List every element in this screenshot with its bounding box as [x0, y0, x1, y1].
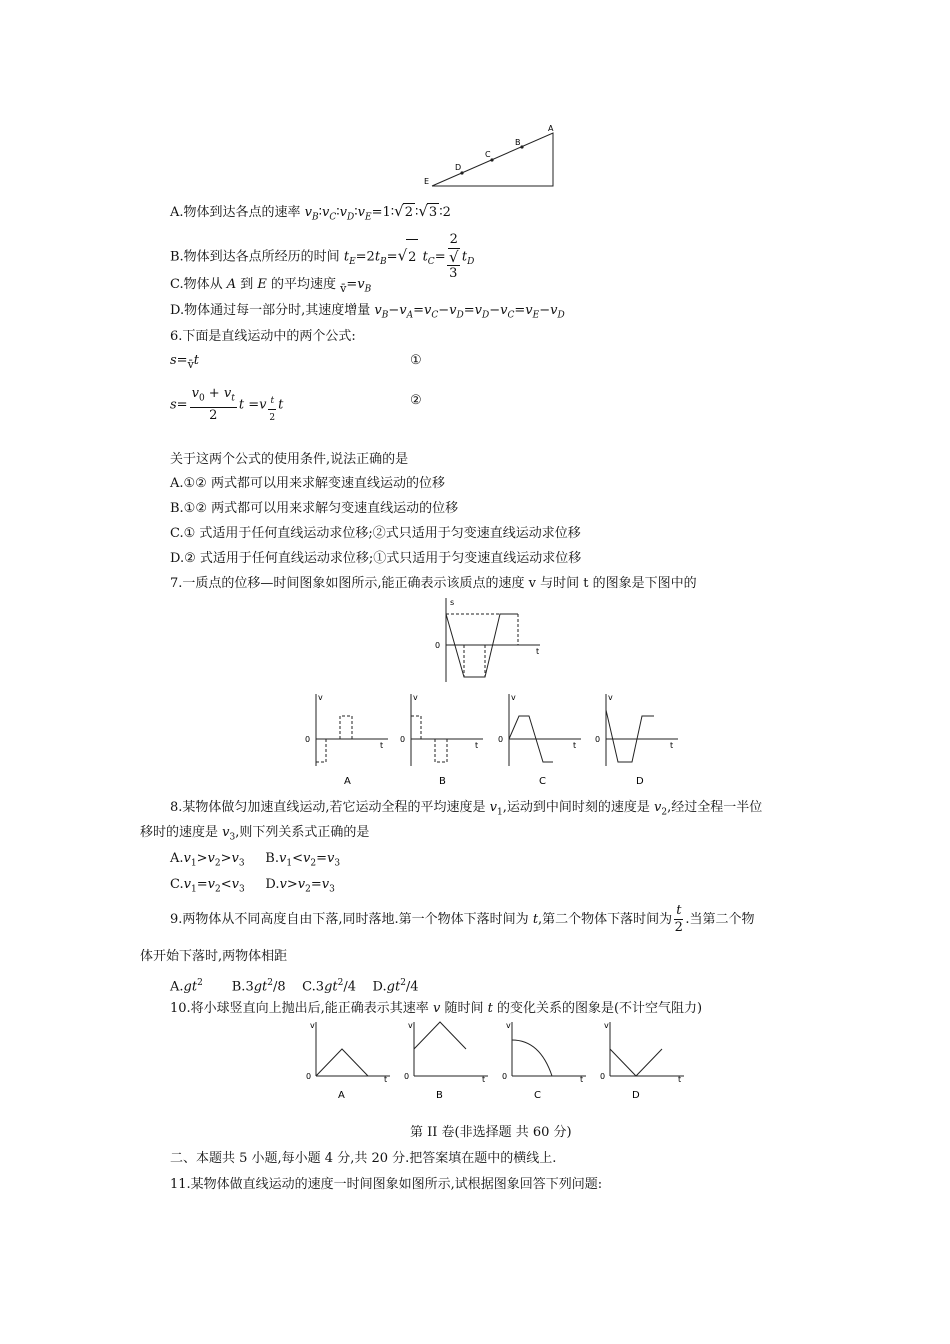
axis-s-label: s: [450, 598, 455, 607]
svg-text:v: v: [318, 693, 323, 702]
q10-stem: 10.将小球竖直向上抛出后,能正确表示其速率 v 随时间 t 的变化关系的图象是(不计空气阻力): [170, 1001, 703, 1016]
q10-option-a: A: [338, 1090, 345, 1101]
q8-stem-2: 移时的速度是 $v_3$,则下列关系式正确的是: [140, 825, 370, 843]
svg-text:0: 0: [400, 735, 406, 744]
q6-ask: 关于这两个公式的使用条件,说法正确的是: [170, 452, 409, 467]
q10-option-d: D: [632, 1090, 640, 1101]
label-b: B: [515, 138, 521, 147]
q6-formula-1-mark: ①: [410, 353, 422, 368]
option-b-label: B: [439, 776, 446, 787]
q10-graph-b: [398, 1018, 493, 1104]
q5-option-a: A.物体到达各点的速率 $v_B∶v_C∶v_D∶v_E=1∶√2$ ∶√3 ∶2: [170, 202, 451, 223]
svg-text:t: t: [573, 741, 577, 750]
axis-t-label: t: [536, 647, 540, 656]
svg-text:0: 0: [502, 1072, 508, 1081]
part2-instructions: 二、本题共 5 小题,每小题 4 分,共 20 分.把答案填在题中的横线上.: [170, 1151, 557, 1166]
q6-formula-2-mark: ②: [410, 393, 422, 408]
q6-option-c: C.① 式适用于任何直线运动求位移;②式只适用于匀变速直线运动求位移: [170, 526, 581, 541]
svg-text:t: t: [475, 741, 479, 750]
q7-graph-a: [300, 690, 390, 790]
part2-title: 第 II 卷(非选择题 共 60 分): [410, 1125, 572, 1140]
svg-text:v: v: [413, 693, 418, 702]
svg-text:t: t: [670, 741, 674, 750]
q11-stem: 11.某物体做直线运动的速度一时间图象如图所示,试根据图象回答下列问题:: [170, 1177, 603, 1192]
q7-graph-b: [395, 690, 485, 790]
q8-options-ab: $A.v_1>v_2>v_3$ $B.v_1<v_2=v_3$: [170, 851, 341, 869]
label-c: C: [485, 150, 491, 159]
label-d: D: [455, 163, 462, 172]
svg-text:t: t: [384, 1075, 388, 1084]
svg-text:0: 0: [600, 1072, 606, 1081]
incline-figure: [420, 120, 560, 192]
q7-stem: 7.一质点的位移—时间图象如图所示,能正确表示该质点的速度 v 与时间 t 的图象是下图中的: [170, 576, 697, 591]
q6-stem: 6.下面是直线运动中的两个公式:: [170, 329, 356, 344]
q5-option-b: B.物体到达各点所经历的时间 $t_E=2t_B=√2$ $t_C=$ 2 √ 3 $t_D$: [170, 232, 475, 281]
svg-text:v: v: [604, 1021, 609, 1030]
q9-options: $A.gt^2$ $B.3gt^2/8$ $C.3gt^2/4$ $D.gt^2/4$: [170, 978, 419, 995]
option-a-label: A: [344, 776, 351, 787]
svg-text:t: t: [482, 1075, 486, 1084]
svg-text:0: 0: [404, 1072, 410, 1081]
svg-text:v: v: [511, 693, 516, 702]
q6-option-a: A.①② 两式都可以用来求解变速直线运动的位移: [170, 476, 445, 491]
q6-option-d: D.② 式适用于任何直线运动求位移;①式只适用于匀变速直线运动求位移: [170, 551, 582, 566]
q9-stem-2: 体开始下落时,两物体相距: [140, 949, 288, 964]
q7-graph-c: [495, 690, 585, 790]
svg-text:v: v: [310, 1021, 315, 1030]
q10-option-b: B: [436, 1090, 443, 1101]
svg-text:v: v: [608, 693, 613, 702]
svg-text:0: 0: [595, 735, 601, 744]
origin-label: 0: [435, 641, 441, 650]
svg-text:v: v: [408, 1021, 413, 1030]
option-d-label: D: [636, 776, 644, 787]
q8-options-cd: $C.v_1=v_2<v_3$ $D.v>v_2=v_3$: [170, 877, 335, 895]
svg-text:0: 0: [305, 735, 311, 744]
option-c-label: C: [539, 776, 546, 787]
q6-option-b: B.①② 两式都可以用来求解匀变速直线运动的位移: [170, 501, 459, 516]
q6-formula-1: $s=_{v̄}t$: [170, 353, 200, 371]
svg-text:v: v: [506, 1021, 511, 1030]
svg-text:0: 0: [306, 1072, 312, 1081]
q10-graph-d: [594, 1018, 689, 1104]
label-a: A: [548, 124, 554, 133]
q7-graph-d: [592, 690, 682, 790]
q5-option-c: C.物体从 A 到 E 的平均速度 $_{v̄}=v_B$: [170, 277, 372, 295]
q10-graph-c: [496, 1018, 591, 1104]
q9-stem-1: 9.两物体从不同高度自由下落,同时落地.第一个物体下落时间为 t,第二个物体下落时间为 $\frac{t}{2}$ .当第二个物: [170, 903, 755, 935]
q10-graph-a: [300, 1018, 395, 1104]
q7-s-t-graph: [430, 596, 550, 688]
svg-text:t: t: [380, 741, 384, 750]
svg-text:t: t: [678, 1075, 682, 1084]
q6-formula-2: s= $\frac{v_0 + v_t}{2}$ t =v $_{\frac{t}{2}}$ t: [170, 386, 284, 423]
svg-text:t: t: [580, 1075, 584, 1084]
q10-option-c: C: [534, 1090, 541, 1101]
q5-option-d: D.物体通过每一部分时,其速度增量 $v_B-v_A=v_C-v_D=v_D-v_C=v_E-v_D$: [170, 303, 565, 321]
label-e: E: [424, 177, 430, 186]
q8-stem-1: 8.某物体做匀加速直线运动,若它运动全程的平均速度是 $v_1$,运动到中间时刻的速度是 $v_2$,经过全程一半位: [170, 800, 763, 818]
svg-text:0: 0: [498, 735, 504, 744]
